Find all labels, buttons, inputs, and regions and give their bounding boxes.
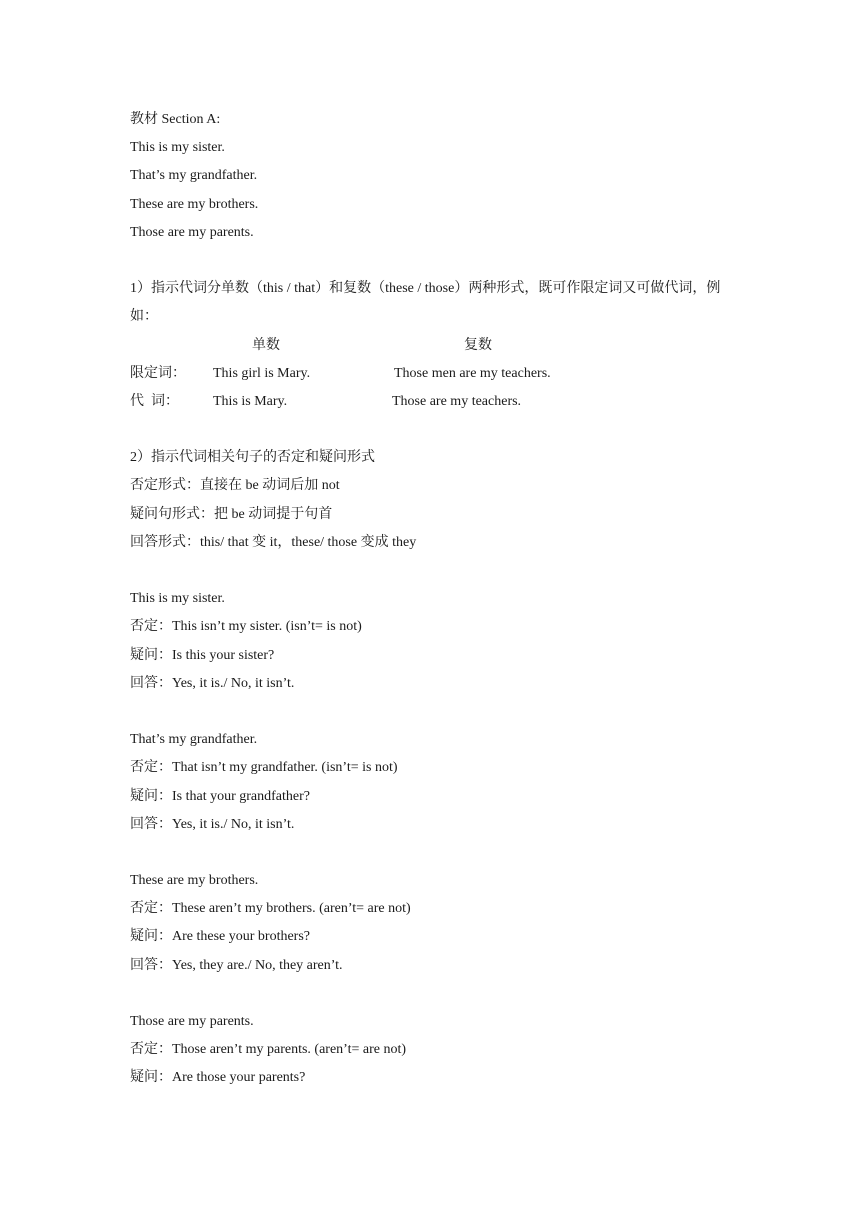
spacer xyxy=(130,557,740,585)
group-negative: 否定：Those aren’t my parents. (aren’t= are not) xyxy=(130,1042,407,1058)
rule-line: 否定形式：直接在 be 动词后加 not xyxy=(130,478,340,494)
example-sentence: This is my sister. xyxy=(130,140,225,156)
row-label: 代 词： xyxy=(130,393,179,409)
spacer xyxy=(130,698,740,726)
plural-example: Those are my teachers. xyxy=(392,393,522,409)
group-question: 疑问：Are these your brothers? xyxy=(130,929,311,945)
singular-example: This is Mary. xyxy=(213,393,288,409)
group-answer: 回答：Yes, it is./ No, it isn’t. xyxy=(130,816,295,832)
spacer xyxy=(130,980,740,1008)
spacer xyxy=(130,247,740,275)
spacer xyxy=(130,839,740,867)
document-page xyxy=(130,106,740,1093)
group-answer: 回答：Yes, they are./ No, they aren’t. xyxy=(130,957,343,973)
singular-column-header: 单数 xyxy=(252,337,280,353)
group-sentence: This is my sister. xyxy=(130,591,225,607)
row-label: 限定词： xyxy=(130,365,186,381)
table-header-row xyxy=(130,332,740,360)
example-sentence: That’s my grandfather. xyxy=(130,168,258,184)
group-negative: 否定：These aren’t my brothers. (aren’t= are not) xyxy=(130,901,411,917)
group-sentence: That’s my grandfather. xyxy=(130,732,258,748)
group-question: 疑问：Is this your sister? xyxy=(130,647,275,663)
group-negative: 否定：That isn’t my grandfather. (isn’t= is not) xyxy=(130,760,398,776)
section-heading: 教材 Section A: xyxy=(130,112,221,127)
group-sentence: These are my brothers. xyxy=(130,873,259,889)
plural-example: Those men are my teachers. xyxy=(394,365,551,381)
point-1-text: 1）指示代词分单数（this / that）和复数（these / those）两种形式，既可作限定词又可做代词，例如： xyxy=(130,281,721,325)
rule-line: 疑问句形式：把 be 动词提于句首 xyxy=(130,506,333,522)
rule-line: 回答形式：this/ that 变 it，these/ those 变成 they xyxy=(130,534,417,550)
group-sentence: Those are my parents. xyxy=(130,1014,254,1030)
spacer xyxy=(130,416,740,444)
example-sentence: Those are my parents. xyxy=(130,224,254,240)
table-row-pronoun xyxy=(130,388,740,416)
point-2-title: 2）指示代词相关句子的否定和疑问形式 xyxy=(130,450,375,466)
example-sentence: These are my brothers. xyxy=(130,196,259,212)
group-negative: 否定：This isn’t my sister. (isn’t= is not) xyxy=(130,619,362,635)
table-row-determiner xyxy=(130,360,740,388)
plural-column-header: 复数 xyxy=(464,337,492,353)
singular-example: This girl is Mary. xyxy=(213,365,311,381)
group-question: 疑问：Is that your grandfather? xyxy=(130,788,310,804)
group-question: 疑问：Are those your parents? xyxy=(130,1070,306,1086)
group-answer: 回答：Yes, it is./ No, it isn’t. xyxy=(130,675,295,691)
